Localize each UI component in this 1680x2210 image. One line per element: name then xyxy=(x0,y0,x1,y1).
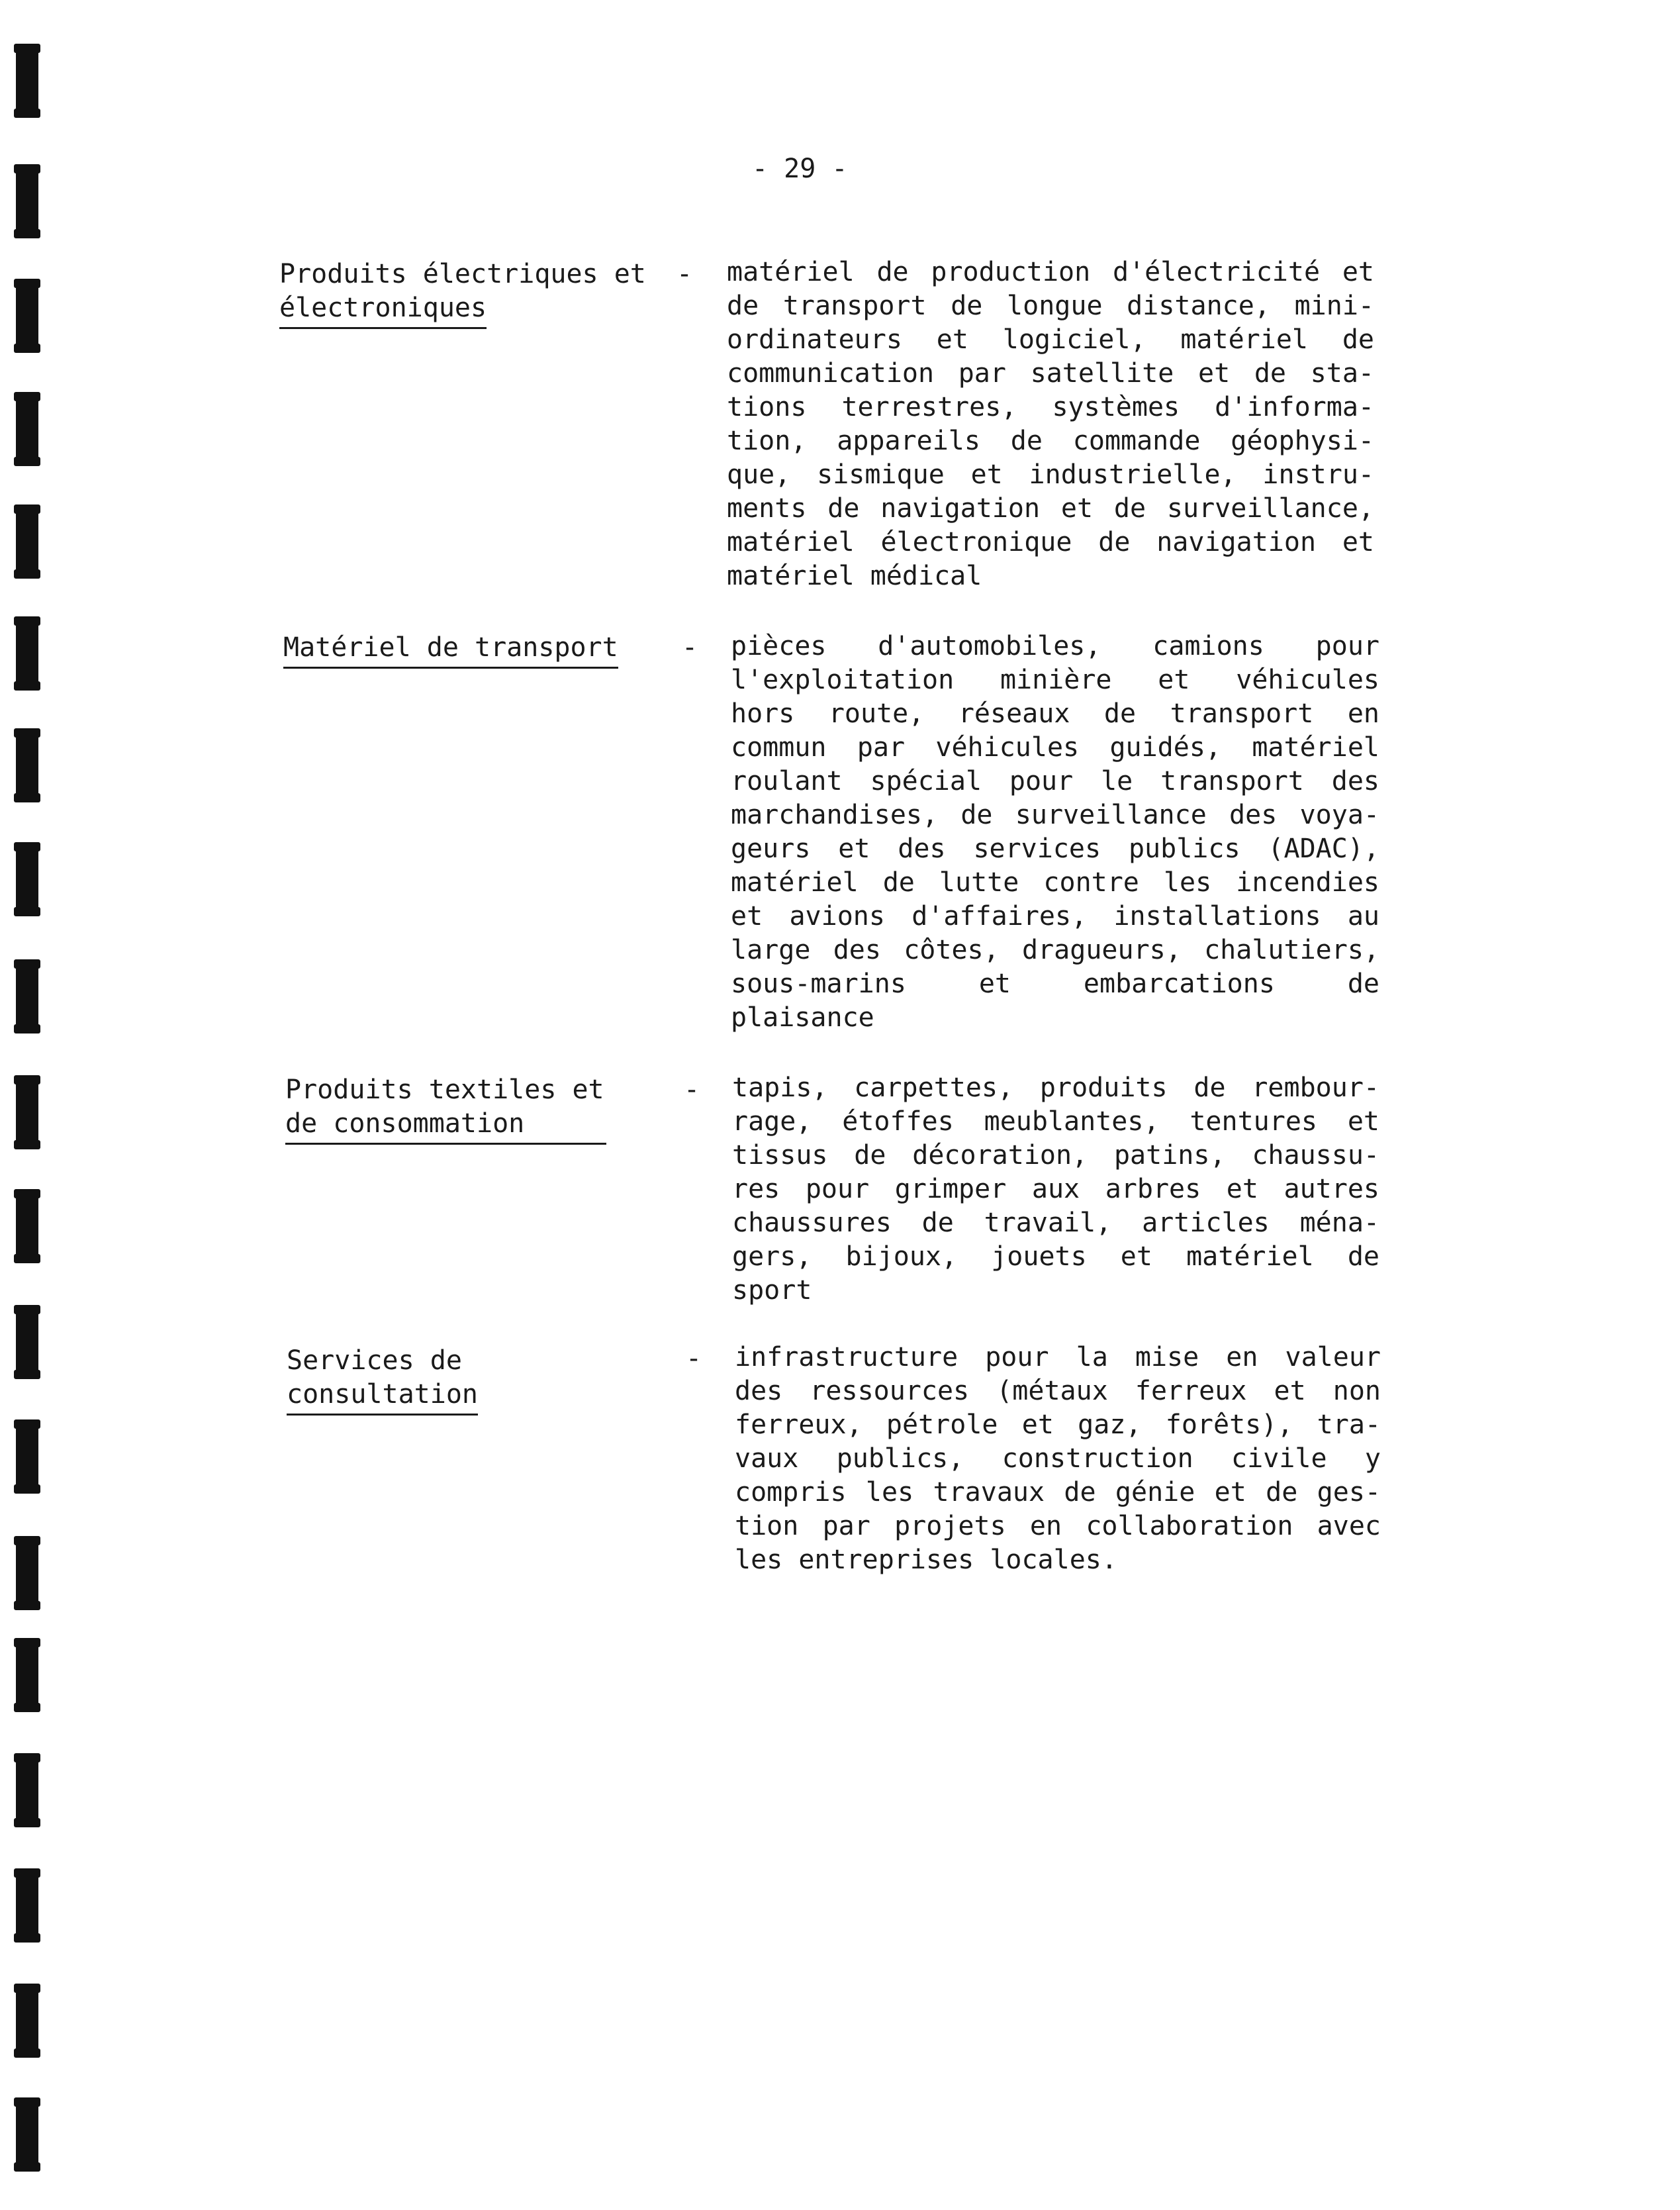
description-line: tion, appareils de commande géophysi- xyxy=(727,426,1374,456)
description-line: ments de navigation et de surveillance, xyxy=(727,493,1374,524)
description-line: vaux publics, construction civile y xyxy=(735,1443,1381,1474)
description-line: matériel médical xyxy=(727,561,982,591)
description-line: tions terrestres, systèmes d'informa- xyxy=(727,392,1374,422)
description-line: pièces d'automobiles, camions pour xyxy=(731,631,1379,661)
entry-label-underlined: électroniques xyxy=(279,291,487,329)
description-line: de transport de longue distance, mini- xyxy=(727,291,1374,321)
description-line: rage, étoffes meublantes, tentures et xyxy=(732,1106,1379,1137)
binding-hole xyxy=(16,395,38,463)
description-line: des ressources (métaux ferreux et non xyxy=(735,1376,1381,1406)
description-line: ordinateurs et logiciel, matériel de xyxy=(727,324,1374,355)
description-line: sport xyxy=(732,1275,812,1306)
entry-description xyxy=(732,1071,1379,1308)
entry-label xyxy=(279,258,646,329)
entry-description xyxy=(731,630,1379,1035)
binding-hole xyxy=(16,1308,38,1376)
binding-hole xyxy=(16,1641,38,1709)
description-line: tapis, carpettes, produits de rembour- xyxy=(732,1073,1379,1103)
description-line: et avions d'affaires, installations au xyxy=(731,901,1379,932)
entry-label-underlined: de consommation xyxy=(285,1107,606,1145)
description-line: l'exploitation minière et véhicules xyxy=(731,665,1379,695)
description-line: que, sismique et industrielle, instru- xyxy=(727,459,1374,490)
entry-dash: - xyxy=(677,259,693,289)
binding-hole xyxy=(16,167,38,236)
entry-dash: - xyxy=(686,1343,702,1374)
binding-hole xyxy=(16,731,38,800)
description-line: plaisance xyxy=(731,1002,874,1033)
description-line: matériel de production d'électricité et xyxy=(727,257,1374,287)
description-line: hors route, réseaux de transport en xyxy=(731,698,1379,729)
binding-hole xyxy=(16,1756,38,1825)
description-line: sous-marins et embarcations de xyxy=(731,969,1379,999)
entry-label xyxy=(283,631,618,669)
description-line: chaussures de travail, articles ména- xyxy=(732,1208,1379,1238)
description-line: roulant spécial pour le transport des xyxy=(731,766,1379,796)
binding-hole xyxy=(16,2100,38,2169)
binding-hole xyxy=(16,1986,38,2055)
binding-hole xyxy=(16,1871,38,1940)
binding-hole xyxy=(16,1078,38,1147)
binding-hole xyxy=(16,281,38,350)
binding-hole xyxy=(16,962,38,1031)
description-line: matériel de lutte contre les incendies xyxy=(731,867,1379,898)
entry-label xyxy=(285,1073,606,1145)
description-line: infrastructure pour la mise en valeur xyxy=(735,1342,1381,1372)
description-line: gers, bijoux, jouets et matériel de xyxy=(732,1241,1379,1272)
entry-label-underlined: Matériel de transport xyxy=(283,631,618,669)
binding-hole xyxy=(16,46,38,115)
description-line: marchandises, de surveillance des voya- xyxy=(731,800,1379,830)
entry-label xyxy=(287,1344,478,1416)
entry-description xyxy=(727,256,1374,593)
entry-label-line: Produits textiles et xyxy=(285,1075,604,1105)
entry-label-line: Produits électriques et xyxy=(279,259,646,289)
entry-dash: - xyxy=(684,1075,700,1105)
entry-label-line: Services de xyxy=(287,1345,462,1376)
binding-holes xyxy=(16,0,42,2210)
page-number: - 29 - xyxy=(752,154,848,184)
description-line: ferreux, pétrole et gaz, forêts), tra- xyxy=(735,1410,1381,1440)
description-line: compris les travaux de génie et de ges- xyxy=(735,1477,1381,1508)
binding-hole xyxy=(16,845,38,914)
entry-dash: - xyxy=(682,632,698,663)
binding-hole xyxy=(16,619,38,688)
binding-hole xyxy=(16,1539,38,1608)
binding-hole xyxy=(16,1192,38,1261)
description-line: matériel électronique de navigation et xyxy=(727,527,1374,557)
description-line: les entreprises locales. xyxy=(735,1545,1117,1575)
description-line: res pour grimper aux arbres et autres xyxy=(732,1174,1379,1204)
binding-hole xyxy=(16,1422,38,1491)
description-line: geurs et des services publics (ADAC), xyxy=(731,834,1379,864)
entry-description xyxy=(735,1341,1381,1577)
description-line: tissus de décoration, patins, chaussu- xyxy=(732,1140,1379,1171)
description-line: commun par véhicules guidés, matériel xyxy=(731,732,1379,763)
description-line: large des côtes, dragueurs, chalutiers, xyxy=(731,935,1379,965)
binding-hole xyxy=(16,507,38,576)
entry-label-underlined: consultation xyxy=(287,1378,478,1416)
description-line: tion par projets en collaboration avec xyxy=(735,1511,1381,1541)
description-line: communication par satellite et de sta- xyxy=(727,358,1374,389)
